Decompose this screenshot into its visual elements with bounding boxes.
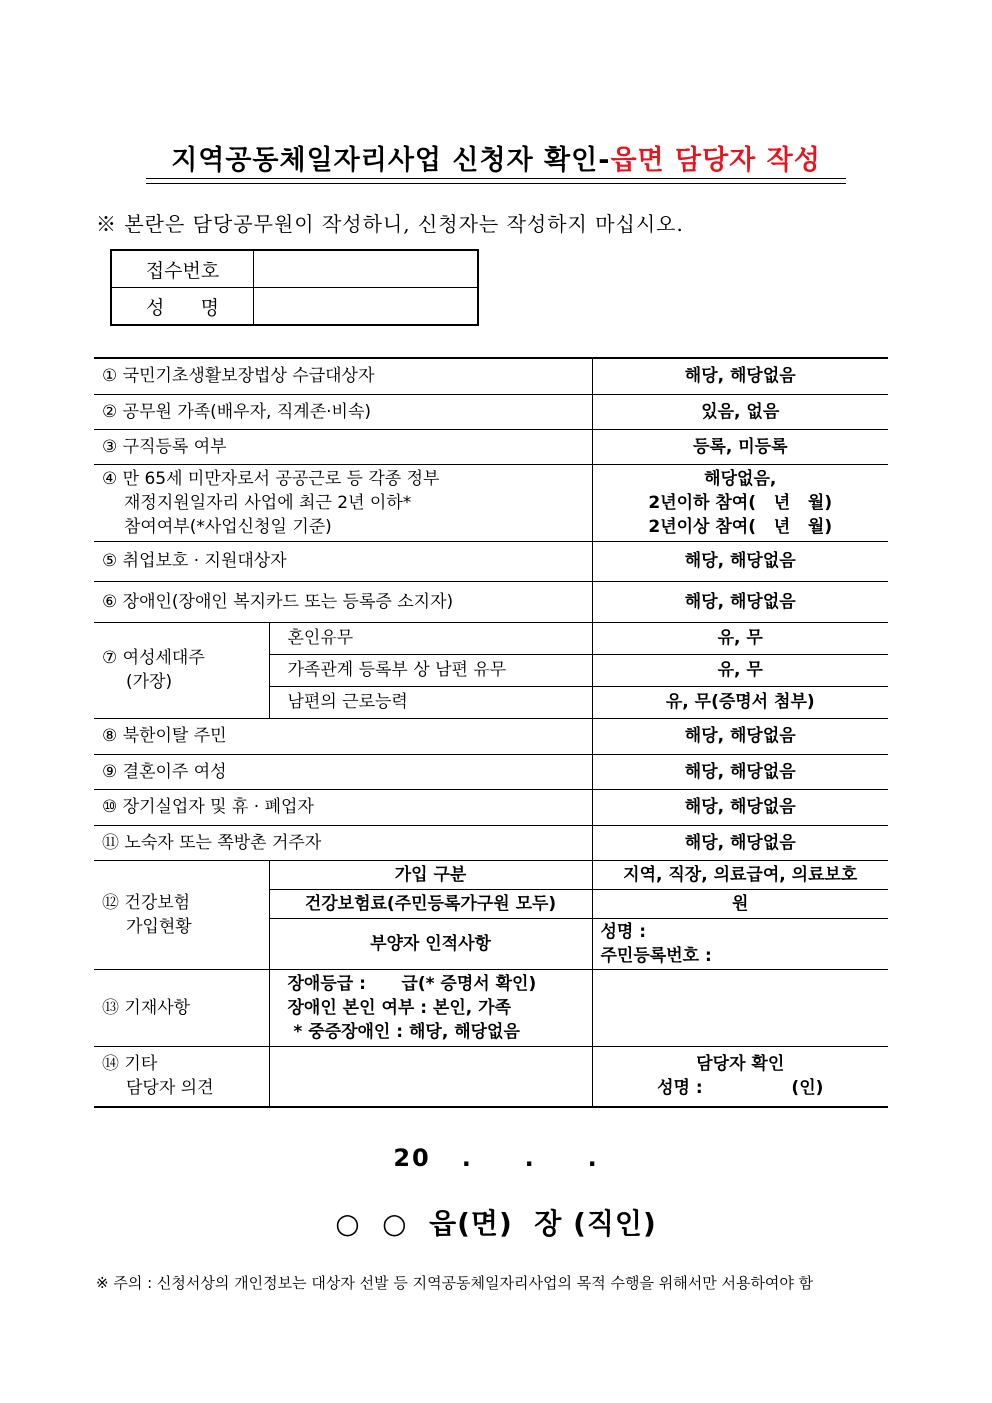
row12-answer-dependent[interactable]	[592, 918, 888, 969]
row-label: ① 국민기초생활보장법상 수급대상자	[94, 358, 592, 394]
title-highlight: 읍면 담당자 작성	[610, 145, 821, 176]
row14-confirm[interactable]	[592, 1046, 888, 1107]
row-label: ⑥ 장애인(장애인 복지카드 또는 등록증 소지자)	[94, 581, 592, 622]
row7-sub-marriage: 혼인유무	[269, 622, 592, 654]
table-row	[94, 541, 888, 581]
table-row	[94, 394, 888, 429]
row7-sub-work: 남편의 근로능력	[269, 686, 592, 718]
receipt-number-field[interactable]	[254, 250, 479, 288]
row13-line-severe: * 중증장애인 : 해당, 해당없음	[287, 1021, 520, 1042]
official-seal-line: ○ ○ 읍(면) 장 (직인)	[335, 1207, 657, 1240]
row4-answer-under2: 2년이하 참여( 년 월)	[648, 492, 833, 513]
table-row	[94, 969, 888, 1046]
eligibility-table	[94, 357, 888, 1108]
row-answer[interactable]: 해당, 해당없음	[592, 789, 888, 825]
row7-sub-husband: 가족관계 등록부 상 남편 유무	[269, 654, 592, 686]
row4-answer-none: 해당없음,	[704, 468, 777, 489]
row7-label-line1: ⑦ 여성세대주	[102, 648, 205, 668]
table-row	[94, 789, 888, 825]
row-label: ⑨ 결혼이주 여성	[94, 754, 592, 789]
receipt-number-label: 접수번호	[111, 250, 254, 288]
notice-text: ※ 본란은 담당공무원이 작성하니, 신청자는 작성하지 마십시오.	[96, 212, 684, 236]
row-answer[interactable]: 해당, 해당없음	[592, 825, 888, 860]
row-label	[94, 464, 592, 541]
row-answer[interactable]	[592, 464, 888, 541]
row12-sub-type: 가입 구분	[269, 860, 592, 889]
row-answer[interactable]: 등록, 미등록	[592, 429, 888, 464]
row-answer[interactable]: 해당, 해당없음	[592, 718, 888, 754]
table-row	[94, 429, 888, 464]
row7-answer-husband[interactable]: 유, 무	[592, 654, 888, 686]
row-answer[interactable]: 해당, 해당없음	[592, 541, 888, 581]
row12-label-line2: 가입현황	[126, 916, 192, 937]
row14-label-line2: 담당자 의견	[126, 1078, 214, 1099]
table-row	[94, 358, 888, 394]
table-row	[94, 581, 888, 622]
row-answer[interactable]: 있음, 없음	[592, 394, 888, 429]
row-label: ⑤ 취업보호 · 지원대상자	[94, 541, 592, 581]
row13-line-grade: 장애등급 : 급(* 증명서 확인)	[287, 973, 537, 994]
row12-dependent-name: 성명 :	[600, 921, 647, 942]
row14-label	[94, 1046, 269, 1107]
row-answer[interactable]: 해당, 해당없음	[592, 358, 888, 394]
row4-answer-over2: 2년이상 참여( 년 월)	[648, 516, 833, 537]
row-label: ⑧ 북한이탈 주민	[94, 718, 592, 754]
caution-note: ※ 주의 : 신청서상의 개인정보는 대상자 선발 등 지역공동체일자리사업의 목적 수행을 위해서만 서용하여야 함	[96, 1274, 814, 1292]
row-label: ⑩ 장기실업자 및 휴 · 폐업자	[94, 789, 592, 825]
row12-label-line1: ⑫ 건강보험	[102, 892, 191, 913]
row-answer[interactable]: 해당, 해당없음	[592, 581, 888, 622]
row14-confirm-sign: 성명 : (인)	[657, 1078, 824, 1099]
row13-content[interactable]	[269, 969, 592, 1046]
row13-blank	[592, 969, 888, 1046]
row7-label	[94, 622, 269, 718]
row12-dependent-id: 주민등록번호 :	[600, 945, 712, 966]
date-line: 20 . . .	[393, 1144, 599, 1172]
row13-line-self: 장애인 본인 여부 : 본인, 가족	[287, 997, 511, 1018]
row7-answer-marriage[interactable]: 유, 무	[592, 622, 888, 654]
row7-answer-work[interactable]: 유, 무(증명서 첨부)	[592, 686, 888, 718]
receipt-table	[110, 249, 479, 326]
title-underline-bottom	[146, 183, 846, 184]
row4-label-line3: 참여여부(*사업신청일 기준)	[124, 516, 332, 537]
row4-label-line2: 재정지원일자리 사업에 최근 2년 이하*	[124, 492, 412, 513]
row-answer[interactable]: 해당, 해당없음	[592, 754, 888, 789]
row12-sub-dependent: 부양자 인적사항	[269, 918, 592, 969]
applicant-name-label: 성 명	[111, 288, 254, 326]
row4-label-line1: ④ 만 65세 미만자로서 공공근로 등 각종 정부	[102, 468, 440, 489]
row12-label	[94, 860, 269, 969]
row-label: ⑪ 노숙자 또는 쪽방촌 거주자	[94, 825, 592, 860]
table-row	[94, 1046, 888, 1107]
title-underline-top	[146, 178, 846, 179]
row13-label: ⑬ 기재사항	[94, 969, 269, 1046]
row-label: ③ 구직등록 여부	[94, 429, 592, 464]
table-row	[94, 825, 888, 860]
table-row	[94, 718, 888, 754]
row12-sub-premium: 건강보험료(주민등록가구원 모두)	[269, 889, 592, 918]
page-title	[0, 138, 992, 177]
table-row	[94, 464, 888, 541]
row14-confirm-title: 담당자 확인	[696, 1054, 785, 1075]
table-row	[94, 622, 888, 654]
row14-label-line1: ⑭ 기타	[102, 1054, 158, 1075]
row12-answer-premium[interactable]: 원	[592, 889, 888, 918]
row-label: ② 공무원 가족(배우자, 직계존·비속)	[94, 394, 592, 429]
table-row	[94, 754, 888, 789]
row7-label-line2: (가장)	[126, 672, 173, 692]
table-row	[94, 860, 888, 889]
row12-answer-type[interactable]: 지역, 직장, 의료급여, 의료보호	[592, 860, 888, 889]
title-main: 지역공동체일자리사업 신청자 확인-	[171, 145, 611, 176]
applicant-name-field[interactable]	[254, 288, 479, 326]
row14-opinion-field[interactable]	[269, 1046, 592, 1107]
